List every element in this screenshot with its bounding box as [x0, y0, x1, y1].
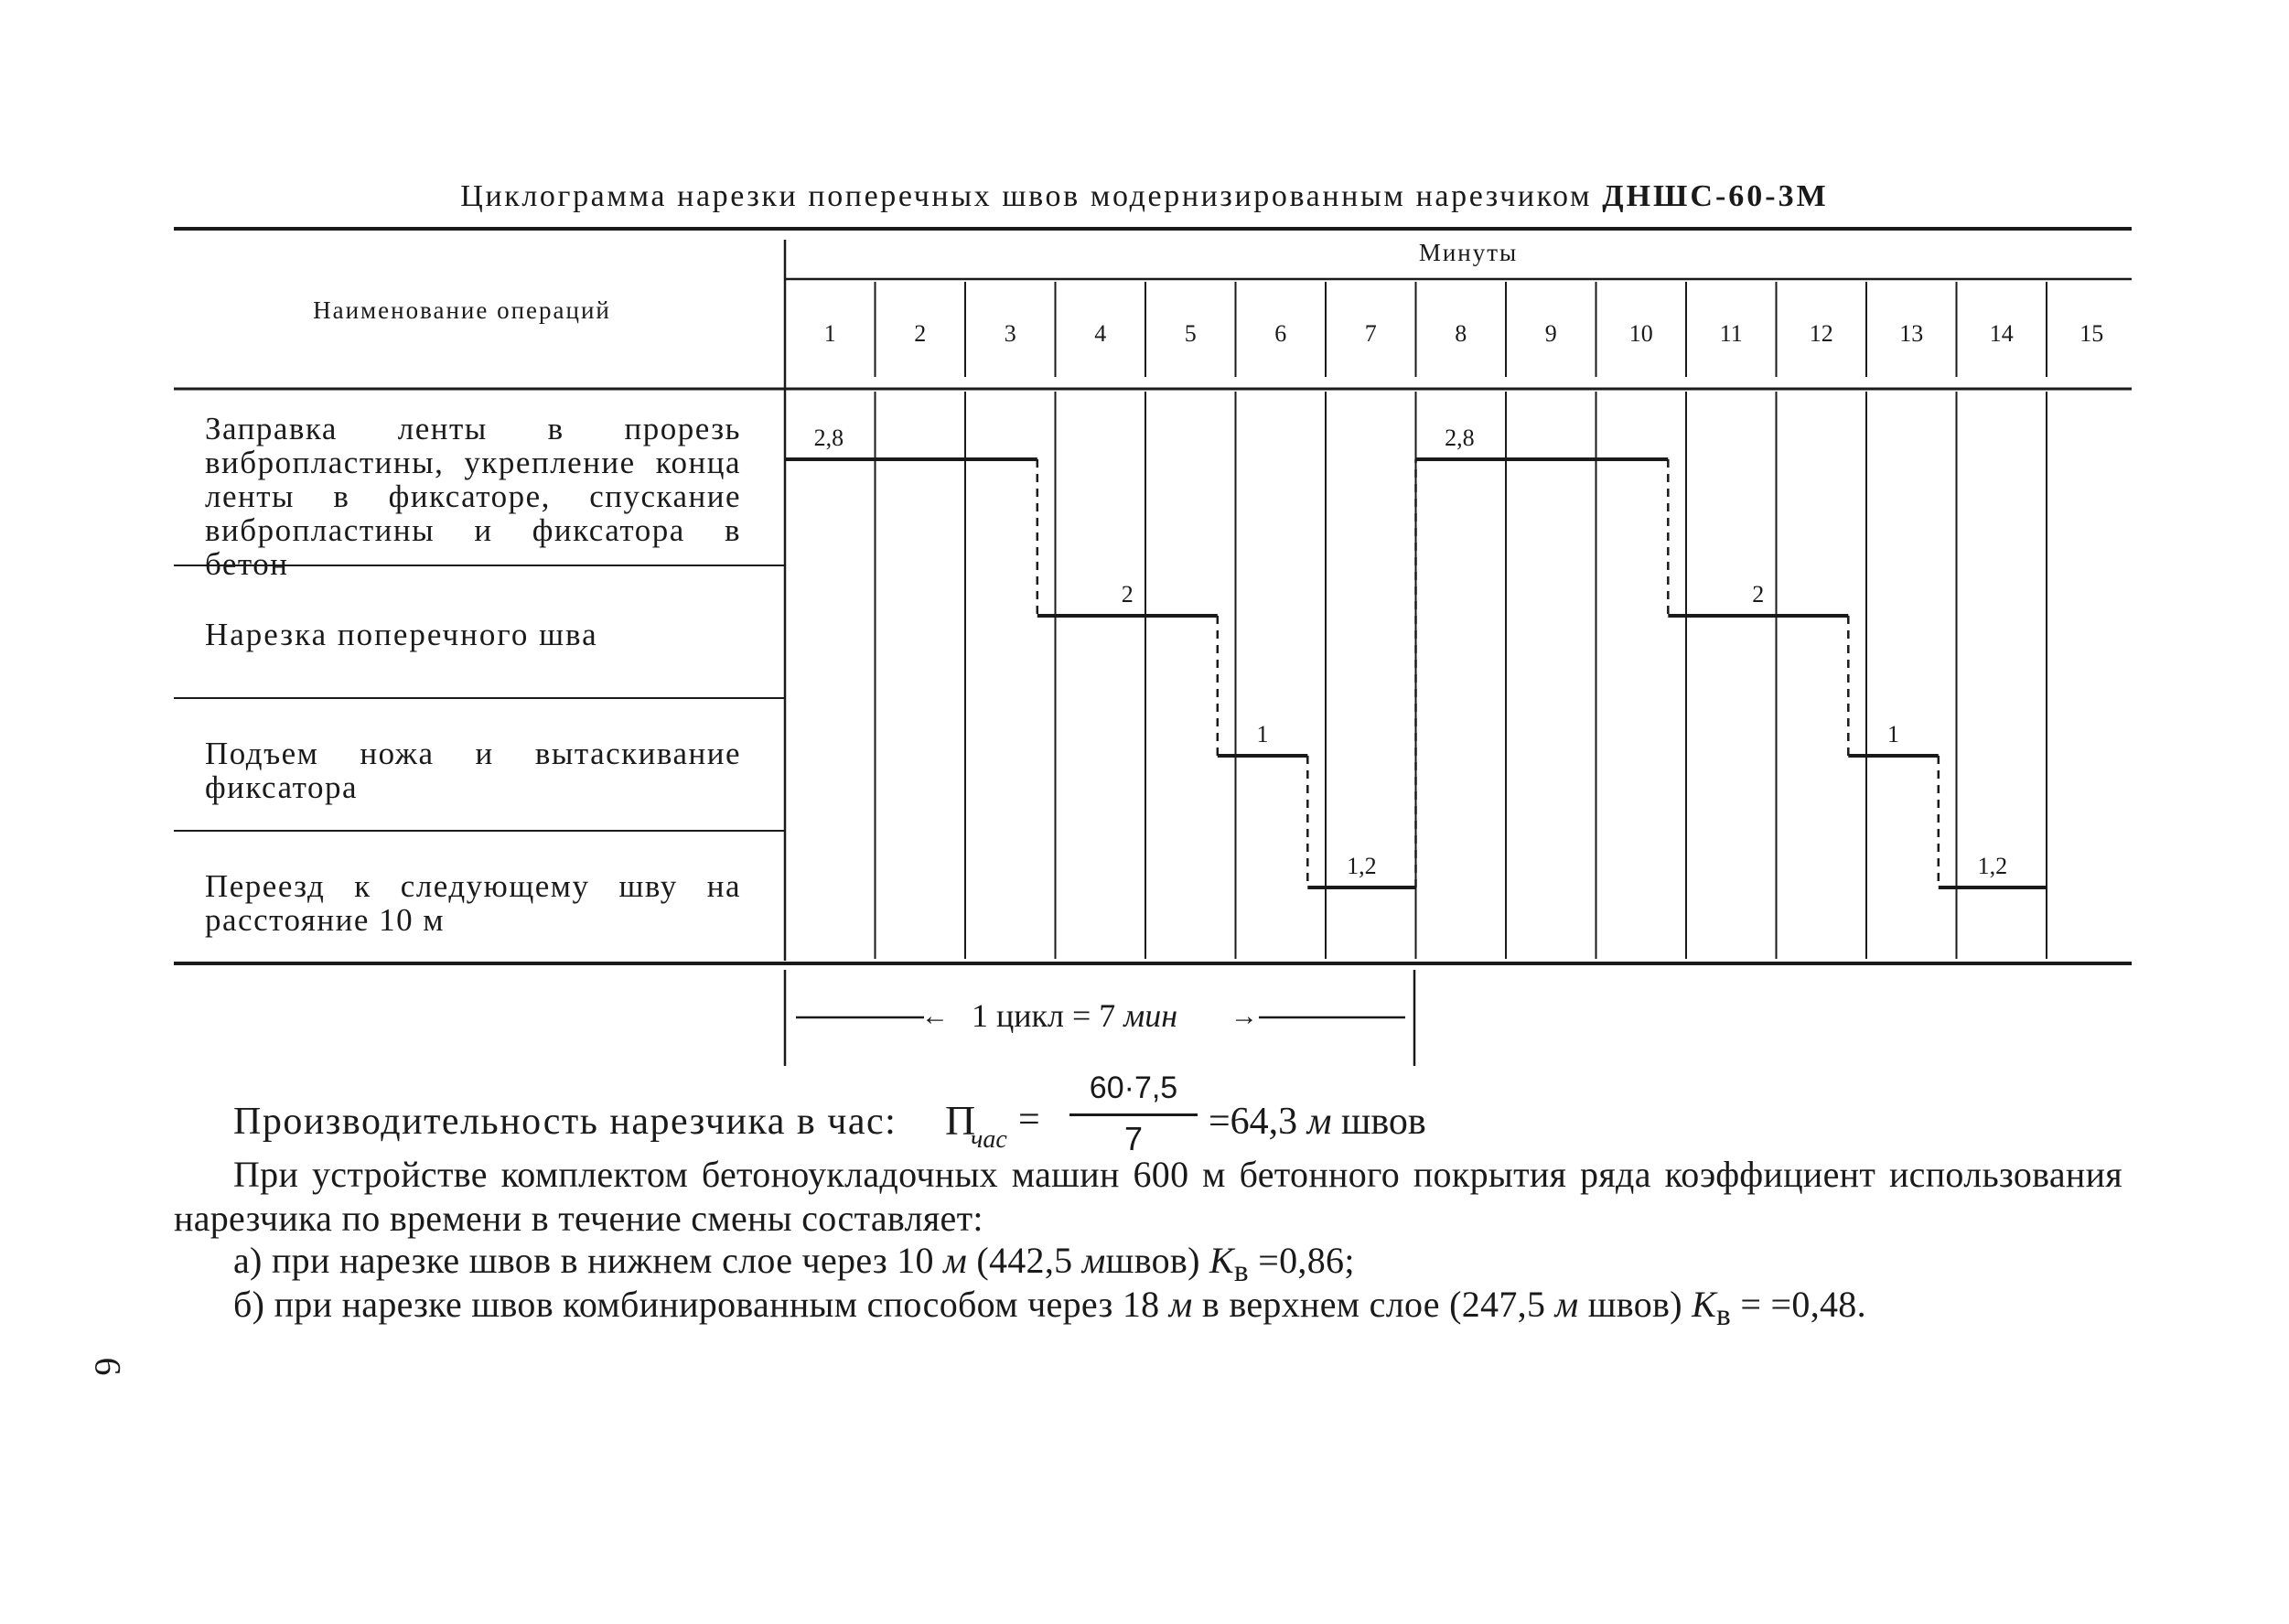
- cycle-label: 1 цикл = 7 мин: [972, 997, 1178, 1034]
- formula-numerator: 60·7,5: [1089, 1070, 1178, 1105]
- minute-number: 11: [1719, 320, 1743, 347]
- minute-number: 2: [914, 320, 927, 347]
- minute-number: 6: [1274, 320, 1287, 347]
- cycle-annotation: [796, 997, 1405, 1034]
- operation-name-1: Заправка ленты в прорезь вибропластины, укрепление конца ленты в фиксаторе, спускание вибропластины и фиксатора в бетон: [205, 411, 741, 582]
- fraction-bar: [1069, 1113, 1198, 1116]
- duration-label: 2,8: [813, 425, 844, 451]
- duration-label: 2: [1752, 581, 1765, 608]
- page-number: 6: [87, 1357, 129, 1376]
- operation-name-2: Нарезка поперечного шва: [205, 617, 598, 652]
- duration-label: 1: [1887, 721, 1900, 747]
- operation-name-4: Переезд к следующему шву на расстояние 10 м: [205, 868, 741, 938]
- duration-label: 1,2: [1977, 853, 2008, 879]
- duration-label: 2,8: [1445, 425, 1475, 451]
- page-title: Циклограмма нарезки поперечных швов модернизированным нарезчиком ДНШС-60-3М: [460, 179, 1829, 213]
- minute-number: 4: [1094, 320, 1107, 347]
- body-paragraph: При устройстве комплектом бетоноукладочных машин 600 м бетонного покрытия ряда коэффициент использования нарезчика по времени в течение смены составляет:: [174, 1154, 2122, 1239]
- operation-name-3: Подъем ножа и вытаскивание фиксатора: [205, 736, 741, 805]
- minute-number: 13: [1899, 320, 1924, 347]
- cycle-arrow-right: →: [1230, 1001, 1258, 1031]
- minute-number: 10: [1628, 320, 1653, 347]
- minute-number: 5: [1184, 320, 1197, 347]
- minutes-header: Минуты: [1418, 239, 1519, 266]
- minute-number: 3: [1004, 320, 1016, 347]
- duration-label: 1: [1256, 721, 1269, 747]
- minute-number: 9: [1544, 320, 1557, 347]
- minute-number: 12: [1809, 320, 1833, 347]
- cycle-arrow-left: ←: [921, 1001, 949, 1031]
- duration-label: 2: [1121, 581, 1134, 608]
- item-b: б) при нарезке швов комбинированным способом через 18 м в верхнем слое (247,5 м швов) $К_в = =0,48$.: [233, 1284, 1866, 1332]
- formula-subscript: час: [971, 1125, 1007, 1154]
- formula-symbol: П: [945, 1097, 976, 1144]
- formula-result: =64,3 м швов: [1209, 1101, 1426, 1143]
- minute-number: 15: [2079, 320, 2104, 347]
- duration-label: 1,2: [1347, 853, 1377, 879]
- operations-header: Наименование операций: [313, 296, 611, 324]
- formula-denominator: 7: [1123, 1120, 1144, 1157]
- machine-model: ДНШС-60-3М: [1602, 179, 1829, 213]
- formula-label: Производительность нарезчика в час:: [233, 1101, 897, 1143]
- formula-equals: =: [1018, 1099, 1040, 1141]
- minute-number: 7: [1364, 320, 1377, 347]
- minute-number: 14: [1989, 320, 2014, 347]
- item-a: а) при нарезке швов в нижнем слое через 10 м (442,5 мшвов) $К_в =0,86$;: [233, 1240, 1355, 1288]
- minute-number: 8: [1455, 320, 1467, 347]
- minute-number: 1: [823, 320, 836, 347]
